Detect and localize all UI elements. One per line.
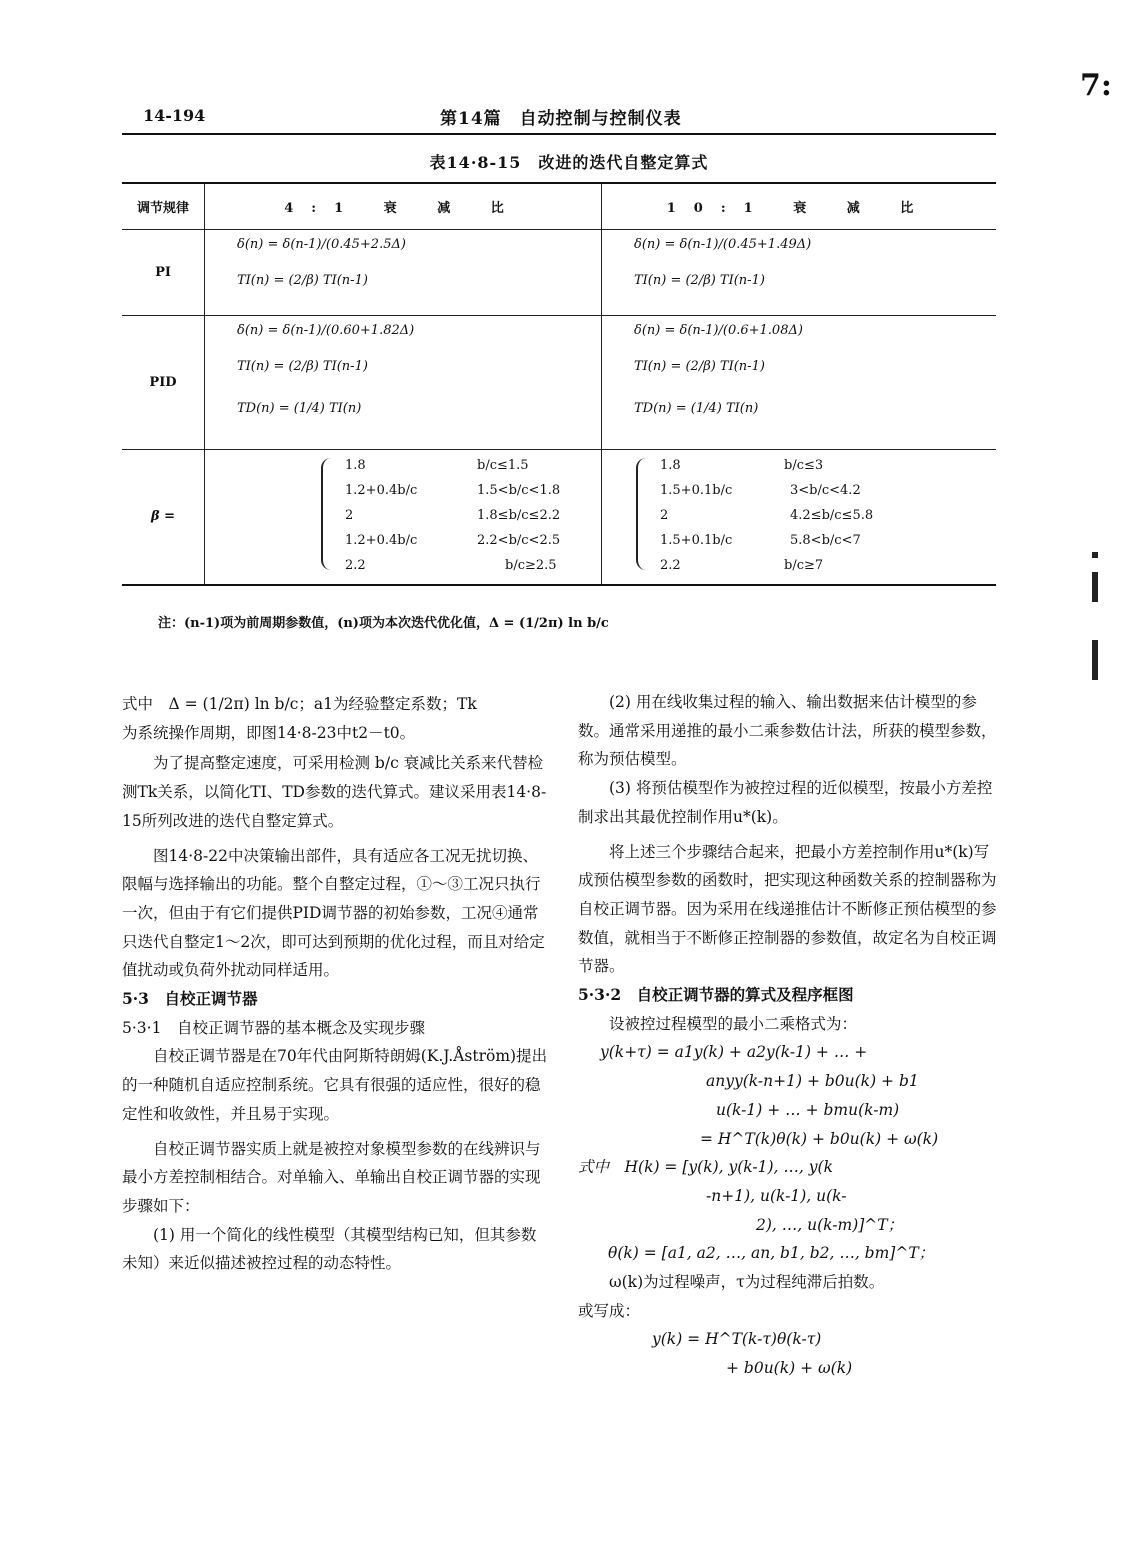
right-column	[578, 688, 998, 1383]
beta-condition: b/c≥2.5	[505, 557, 557, 573]
paragraph: (2) 用在线收集过程的输入、输出数据来估计模型的参数。通常采用递推的最小二乘参数估计法，所获的模型参数，称为预估模型。	[578, 693, 997, 769]
table-row-pid	[122, 315, 996, 449]
paragraph: 自校正调节器实质上就是被控对象模型参数的在线辨识与最小方差控制相结合。对单输入、单输出自校正调节器的实现步骤如下：	[122, 1139, 541, 1215]
section-heading: 5·3 自校正调节器	[122, 989, 258, 1009]
row-label-pid: PID	[122, 315, 205, 449]
corner-page-mark: 7:	[1080, 68, 1112, 103]
paragraph: 为了提高整定速度，可采用检测 b/c 衰减比关系来代替检测Tk关系，以简化TI、TD参数的迭代算式。建议采用表14·8-15所列改进的迭代自整定算式。	[122, 754, 547, 830]
beta-value: 2.2	[660, 557, 681, 573]
left-column	[122, 690, 550, 1278]
brace-icon	[321, 458, 333, 570]
beta-condition: 4.2≤b/c≤5.8	[790, 507, 874, 523]
equation-line: u(k-1) + … + bmu(k-m)	[716, 1100, 900, 1119]
margin-mark	[1092, 552, 1098, 558]
table-header-row	[122, 183, 996, 229]
equation-line: θ(k) = [a1, a2, …, an, b1, b2, …, bm]^T；	[608, 1244, 935, 1263]
equation-line: y(k+τ) = a1y(k) + a2y(k-1) + … +	[600, 1043, 868, 1062]
header-rule	[122, 133, 996, 135]
paragraph: 或写成：	[578, 1301, 641, 1320]
equation-line: anyy(k-n+1) + b0u(k) + b1	[706, 1072, 919, 1091]
formula: TD(n) = (1/4) TI(n)	[634, 400, 759, 416]
equation-line: 2), …, u(k-m)]^T；	[756, 1215, 904, 1234]
beta-value: 2	[660, 507, 669, 523]
subsection-heading: 5·3·2 自校正调节器的算式及程序框图	[578, 985, 854, 1005]
col-header-4to1: 4:1 衰 减 比	[205, 183, 602, 229]
beta-value: 1.5+0.1b/c	[660, 482, 733, 498]
beta-condition: 5.8<b/c<7	[790, 532, 861, 548]
beta-condition: 2.2<b/c<2.5	[477, 532, 561, 548]
formula: δ(n) = δ(n-1)/(0.6+1.08Δ)	[634, 322, 803, 338]
beta-condition: b/c≤1.5	[477, 457, 529, 473]
table-row-pi	[122, 229, 996, 315]
beta-condition: b/c≤3	[784, 457, 824, 473]
col-header-10to1: 10:1 衰 减 比	[602, 183, 997, 229]
beta-value: 2	[345, 507, 354, 523]
equation-line: y(k) = H^T(k-τ)θ(k-τ)	[652, 1330, 822, 1349]
paragraph: (1) 用一个简化的线性模型（其模型结构已知，但其参数未知）来近似描述被控过程的动态特性。	[122, 1225, 537, 1273]
beta-condition: 1.5<b/c<1.8	[477, 482, 561, 498]
formula: δ(n) = δ(n-1)/(0.60+1.82Δ)	[237, 322, 415, 338]
brace-icon	[636, 458, 648, 570]
formula: TI(n) = (2/β) TI(n-1)	[634, 272, 765, 288]
row-label-beta: β =	[122, 449, 205, 585]
beta-condition: b/c≥7	[784, 557, 824, 573]
paragraph: 为系统操作周期，即图14·8-23中t2－t0。	[122, 723, 416, 742]
pi-formulas-4to1	[205, 229, 602, 315]
equation-line: -n+1), u(k-1), u(k-	[706, 1186, 847, 1205]
formula: δ(n) = δ(n-1)/(0.45+2.5Δ)	[237, 236, 406, 252]
col-header-rule: 调节规律	[122, 183, 205, 229]
running-header: 第14篇 自动控制与控制仪表	[440, 109, 682, 129]
margin-mark	[1092, 640, 1098, 680]
table-row-beta	[122, 449, 996, 585]
beta-value: 2.2	[345, 557, 366, 573]
paragraph: ω(k)为过程噪声，τ为过程纯滞后拍数。	[609, 1273, 885, 1292]
pid-formulas-4to1	[205, 315, 602, 449]
beta-value: 1.2+0.4b/c	[345, 482, 418, 498]
table-note: 注：(n-1)项为前周期参数值，(n)项为本次迭代优化值，Δ = (1/2π) ln b/c	[158, 616, 609, 631]
equation-line: 式中 H(k) = [y(k), y(k-1), …, y(k	[578, 1158, 833, 1177]
beta-value: 1.8	[345, 457, 366, 473]
paragraph: 图14·8-22中决策输出部件，具有适应各工况无扰切换、限幅与选择输出的功能。整个自整定过程，①～③工况只执行一次，但由于有它们提供PID调节器的初始参数，工况④通常只迭代自整定1～2次，即可达到预期的优化过程，而且对给定值扰动或负荷外扰动同样适用。	[122, 846, 545, 980]
margin-mark	[1092, 572, 1098, 602]
formula: TI(n) = (2/β) TI(n-1)	[237, 358, 368, 374]
beta-condition: 3<b/c<4.2	[790, 482, 861, 498]
pi-formulas-10to1	[602, 229, 997, 315]
equation-line: + b0u(k) + ω(k)	[726, 1359, 853, 1378]
equation-line: = H^T(k)θ(k) + b0u(k) + ω(k)	[700, 1129, 939, 1148]
subsection-heading: 5·3·1 自校正调节器的基本概念及实现步骤	[122, 1018, 425, 1037]
beta-cases-10to1	[602, 449, 997, 585]
paragraph: 将上述三个步骤结合起来，把最小方差控制作用u*(k)写成预估模型参数的函数时，把实现这种函数关系的控制器称为自校正调节器。因为采用在线递推估计不断修正预估模型的参数值，就相当于不断修正控制器的参数值，故定名为自校正调节器。	[578, 842, 997, 976]
paragraph: 设被控过程模型的最小二乘格式为：	[609, 1014, 858, 1033]
formula: TD(n) = (1/4) TI(n)	[237, 400, 362, 416]
formula: TI(n) = (2/β) TI(n-1)	[634, 358, 765, 374]
table-title: 表14·8-15 改进的迭代自整定算式	[429, 153, 709, 172]
paragraph: 式中 Δ = (1/2π) ln b/c；a1为经验整定系数；Tk	[122, 695, 477, 713]
pid-formulas-10to1	[602, 315, 997, 449]
algorithm-table	[122, 182, 996, 586]
beta-value: 1.8	[660, 457, 681, 473]
beta-condition: 1.8≤b/c≤2.2	[477, 507, 561, 523]
formula: δ(n) = δ(n-1)/(0.45+1.49Δ)	[634, 236, 812, 252]
beta-value: 1.5+0.1b/c	[660, 532, 733, 548]
beta-cases-4to1	[205, 449, 602, 585]
beta-value: 1.2+0.4b/c	[345, 532, 418, 548]
page-number: 14-194	[143, 106, 206, 125]
paragraph: (3) 将预估模型作为被控过程的近似模型，按最小方差控制求出其最优控制作用u*(k)。	[578, 779, 993, 826]
paragraph: 自校正调节器是在70年代由阿斯特朗姆(K.J.Åström)提出的一种随机自适应控制系统。它具有很强的适应性，很好的稳定性和收敛性，并且易于实现。	[122, 1047, 548, 1123]
formula: TI(n) = (2/β) TI(n-1)	[237, 272, 368, 288]
row-label-pi: PI	[122, 229, 205, 315]
